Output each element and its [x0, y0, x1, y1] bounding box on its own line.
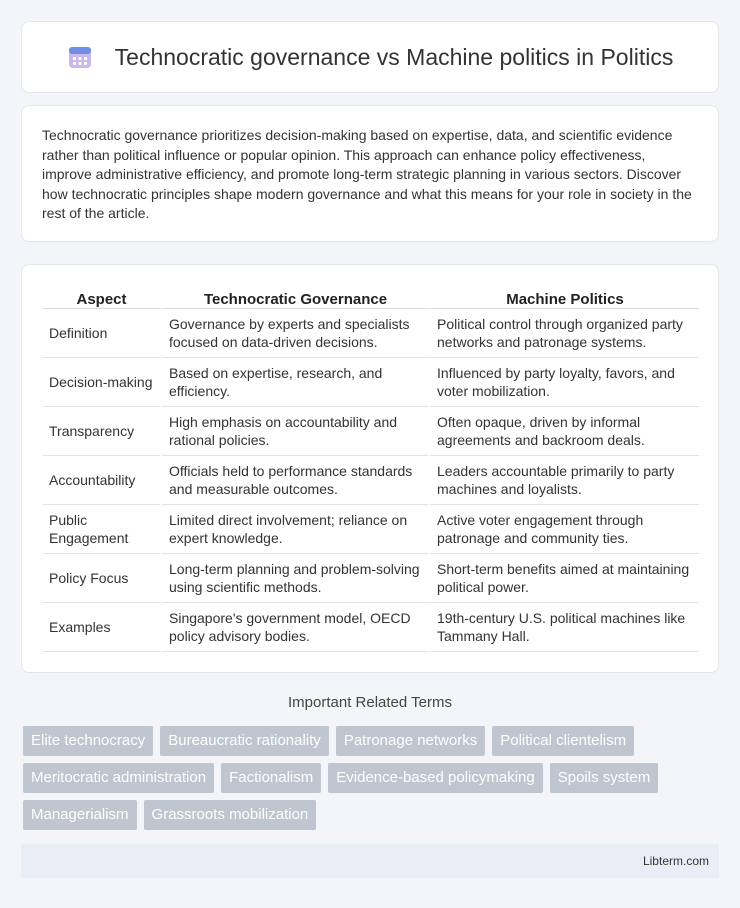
related-term-tag[interactable]: Factionalism — [221, 763, 321, 793]
row-machine: Influenced by party loyalty, favors, and voter mobilization. — [428, 358, 699, 407]
table-row — [43, 456, 699, 505]
row-machine: Active voter engagement through patronage and community ties. — [428, 505, 699, 554]
page-title: Technocratic governance vs Machine politics in Politics — [114, 43, 674, 70]
row-aspect: Examples — [43, 603, 160, 652]
related-term-tag[interactable]: Patronage networks — [336, 726, 485, 756]
row-technocratic: Long-term planning and problem-solving using scientific methods. — [160, 554, 428, 603]
intro-card — [21, 105, 719, 242]
table-row — [43, 603, 699, 652]
row-aspect: Definition — [43, 309, 160, 358]
row-aspect: Transparency — [43, 407, 160, 456]
related-term-tag[interactable]: Grassroots mobilization — [144, 800, 317, 830]
row-aspect: Public Engagement — [43, 505, 160, 554]
table-row — [43, 309, 699, 358]
row-machine: Political control through organized party networks and patronage systems. — [428, 309, 699, 358]
row-machine: 19th-century U.S. political machines like Tammany Hall. — [428, 603, 699, 652]
column-header-machine: Machine Politics — [428, 287, 699, 309]
row-technocratic: Officials held to performance standards and measurable outcomes. — [160, 456, 428, 505]
table-row — [43, 407, 699, 456]
related-terms-list — [23, 726, 723, 837]
related-term-tag[interactable]: Elite technocracy — [23, 726, 153, 756]
table-row — [43, 554, 699, 603]
related-term-tag[interactable]: Spoils system — [550, 763, 659, 793]
row-aspect: Accountability — [43, 456, 160, 505]
row-technocratic: Based on expertise, research, and efficiency. — [160, 358, 428, 407]
comparison-table — [43, 287, 699, 652]
table-row — [43, 505, 699, 554]
related-term-tag[interactable]: Evidence-based policymaking — [328, 763, 542, 793]
row-machine: Short-term benefits aimed at maintaining political power. — [428, 554, 699, 603]
row-technocratic: Limited direct involvement; reliance on expert knowledge. — [160, 505, 428, 554]
row-aspect: Policy Focus — [43, 554, 160, 603]
row-machine: Often opaque, driven by informal agreements and backroom deals. — [428, 407, 699, 456]
related-term-tag[interactable]: Meritocratic administration — [23, 763, 214, 793]
row-technocratic: Singapore's government model, OECD policy advisory bodies. — [160, 603, 428, 652]
related-term-tag[interactable]: Political clientelism — [492, 726, 634, 756]
row-technocratic: High emphasis on accountability and rational policies. — [160, 407, 428, 456]
column-header-aspect: Aspect — [43, 287, 160, 309]
column-header-technocratic: Technocratic Governance — [160, 287, 428, 309]
related-term-tag[interactable]: Managerialism — [23, 800, 137, 830]
footer — [21, 844, 719, 878]
table-row — [43, 358, 699, 407]
comparison-table-card — [21, 264, 719, 673]
row-aspect: Decision-making — [43, 358, 160, 407]
row-machine: Leaders accountable primarily to party machines and loyalists. — [428, 456, 699, 505]
header-card — [21, 21, 719, 93]
footer-site-link[interactable]: Libterm.com — [642, 854, 709, 868]
related-term-tag[interactable]: Bureaucratic rationality — [160, 726, 329, 756]
calendar-grid-icon — [67, 44, 93, 70]
table-header-row — [43, 287, 699, 309]
intro-paragraph: Technocratic governance prioritizes decision-making based on expertise, data, and scientific evidence rather than political influence or popular opinion. This approach can enhance policy effectiveness, improve administrative efficiency, and promote long-term strategic planning in various sectors. Discover how technocratic principles shape modern governance and what this means for your role in society in the rest of the article. — [42, 127, 692, 221]
related-terms-title: Important Related Terms — [288, 694, 452, 711]
row-technocratic: Governance by experts and specialists focused on data-driven decisions. — [160, 309, 428, 358]
